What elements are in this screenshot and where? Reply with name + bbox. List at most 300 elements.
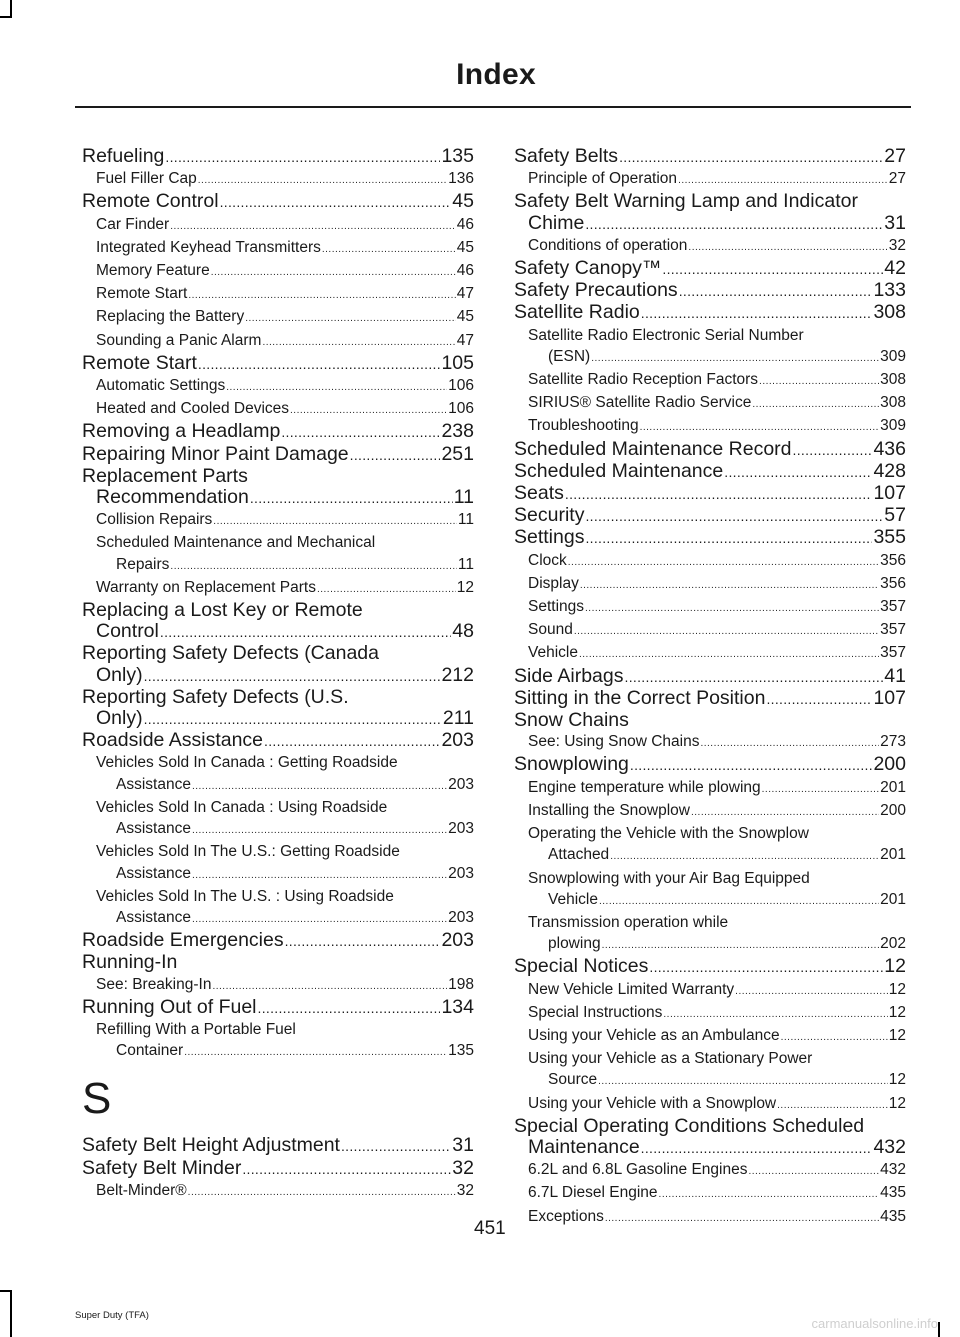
- entry-page-number: 32: [452, 1156, 474, 1179]
- index-subentry[interactable]: [514, 889, 906, 912]
- dot-leader: [262, 330, 455, 353]
- index-subentry[interactable]: [514, 1159, 906, 1182]
- index-subentry[interactable]: [82, 1019, 474, 1040]
- entry-text: Side Airbags: [514, 664, 624, 687]
- entry-text: See: Breaking-In: [96, 975, 212, 993]
- index-entry[interactable]: [514, 213, 906, 235]
- entry-text: Removing a Headlamp: [82, 420, 281, 443]
- index-subentry[interactable]: [82, 283, 474, 306]
- dot-leader: [752, 392, 879, 415]
- entry-text: Assistance: [116, 864, 191, 882]
- index-subentry[interactable]: [514, 823, 906, 844]
- dot-leader: [585, 596, 879, 619]
- index-subentry[interactable]: [82, 886, 474, 907]
- entry-page-number: 107: [873, 482, 906, 505]
- entry-page-number: 45: [456, 308, 474, 326]
- index-subentry[interactable]: [514, 1093, 906, 1116]
- index-entry[interactable]: [82, 997, 474, 1019]
- entry-page-number: 251: [441, 442, 474, 465]
- index-subentry[interactable]: [514, 844, 906, 867]
- index-subentry[interactable]: [82, 577, 474, 600]
- index-entry[interactable]: [514, 1116, 906, 1137]
- index-column-right: [514, 146, 906, 1229]
- index-subentry[interactable]: [82, 797, 474, 818]
- entry-text: Replacement Parts: [82, 464, 248, 487]
- index-entry[interactable]: [514, 688, 906, 710]
- dot-leader: [641, 302, 873, 324]
- dot-leader: [599, 889, 879, 912]
- entry-text: Roadside Assistance: [82, 729, 264, 752]
- entry-page-number: 436: [873, 437, 906, 460]
- dot-leader: [663, 1002, 887, 1025]
- entry-text: Running-In: [82, 951, 178, 974]
- index-subentry[interactable]: [514, 1025, 906, 1048]
- dot-leader: [160, 621, 451, 643]
- entry-text: Safety Belts: [514, 145, 619, 167]
- dot-leader: [678, 168, 888, 191]
- index-subentry[interactable]: [82, 237, 474, 260]
- entry-page-number: 41: [884, 664, 906, 687]
- index-subentry[interactable]: [514, 346, 906, 369]
- index-subentry[interactable]: [514, 168, 906, 191]
- entry-page-number: 356: [880, 574, 906, 592]
- entry-text: Vehicles Sold In The U.S.: Getting Roadside: [96, 843, 400, 861]
- index-subentry[interactable]: [82, 907, 474, 930]
- dot-leader: [679, 280, 873, 302]
- entry-text: Sounding a Panic Alarm: [96, 331, 262, 349]
- index-subentry[interactable]: [82, 375, 474, 398]
- entry-text: Assistance: [116, 775, 191, 793]
- entry-text: Conditions of operation: [528, 236, 688, 254]
- crop-mark-bottom-left-v: [10, 1290, 12, 1337]
- entry-text: Remote Start: [96, 285, 188, 303]
- entry-text: Engine temperature while plowing: [528, 778, 761, 796]
- entry-text: Belt-Minder®: [96, 1181, 187, 1199]
- entry-text: See: Using Snow Chains: [528, 733, 700, 751]
- dot-leader: [748, 1159, 879, 1182]
- entry-text: Using your Vehicle with a Snowplow: [528, 1094, 777, 1112]
- entry-page-number: 47: [456, 285, 474, 303]
- index-subentry[interactable]: [82, 841, 474, 862]
- index-subentry[interactable]: [82, 398, 474, 421]
- entry-page-number: 57: [884, 504, 906, 527]
- index-subentry[interactable]: [82, 260, 474, 283]
- index-subentry[interactable]: [514, 1206, 906, 1229]
- dot-leader: [579, 642, 879, 665]
- dot-leader: [192, 774, 447, 797]
- index-entry[interactable]: [82, 952, 474, 973]
- entry-text: Attached: [548, 846, 610, 864]
- index-entry[interactable]: [514, 1137, 906, 1159]
- dot-leader: [290, 398, 447, 421]
- dot-leader: [625, 666, 884, 688]
- index-entry[interactable]: [82, 621, 474, 643]
- index-entry[interactable]: [82, 421, 474, 443]
- index-subentry[interactable]: [82, 214, 474, 237]
- dot-leader: [781, 1025, 888, 1048]
- entry-text: Using your Vehicle as a Stationary Power: [528, 1050, 813, 1068]
- index-entry[interactable]: [82, 353, 474, 375]
- dot-leader: [220, 191, 452, 213]
- entry-page-number: 107: [873, 686, 906, 709]
- entry-text: Replacing the Battery: [96, 308, 245, 326]
- index-subentry[interactable]: [514, 1069, 906, 1092]
- index-subentry[interactable]: [82, 509, 474, 532]
- dot-leader: [212, 974, 447, 997]
- entry-text: Refueling: [82, 145, 165, 167]
- index-entry[interactable]: [82, 487, 474, 509]
- entry-page-number: 11: [457, 511, 474, 529]
- entry-text: Safety Canopy™: [514, 257, 662, 280]
- index-entry[interactable]: [514, 505, 906, 527]
- entry-page-number: 355: [873, 526, 906, 549]
- index-entry[interactable]: [514, 666, 906, 688]
- dot-leader: [211, 260, 456, 283]
- entry-page-number: 12: [888, 1071, 906, 1089]
- entry-page-number: 357: [880, 644, 906, 662]
- entry-page-number: 136: [448, 170, 474, 188]
- dot-leader: [192, 907, 447, 930]
- index-entry[interactable]: [82, 466, 474, 487]
- dot-leader: [688, 235, 887, 258]
- dot-leader: [598, 1069, 888, 1092]
- dot-leader: [591, 346, 879, 369]
- page-number: 451: [474, 1218, 506, 1239]
- entry-text: Snow Chains: [514, 709, 629, 732]
- entry-page-number: 203: [441, 729, 474, 752]
- dot-leader: [250, 487, 453, 509]
- index-entry[interactable]: [514, 483, 906, 505]
- index-subentry[interactable]: [514, 415, 906, 438]
- entry-page-number: 12: [888, 1026, 906, 1044]
- index-subentry[interactable]: [514, 1182, 906, 1205]
- entry-text: Only): [96, 707, 143, 730]
- entry-text: Heated and Cooled Devices: [96, 400, 290, 418]
- index-subentry[interactable]: [514, 619, 906, 642]
- entry-page-number: 428: [873, 459, 906, 482]
- entry-page-number: 432: [880, 1161, 906, 1179]
- index-entry[interactable]: [82, 665, 474, 687]
- index-entry[interactable]: [514, 280, 906, 302]
- entry-page-number: 201: [880, 890, 906, 908]
- entry-page-number: 273: [880, 733, 906, 751]
- dot-leader: [574, 619, 879, 642]
- index-subentry[interactable]: [514, 573, 906, 596]
- entry-page-number: 12: [888, 1003, 906, 1021]
- entry-page-number: 309: [880, 417, 906, 435]
- index-subentry[interactable]: [82, 774, 474, 797]
- dot-leader: [793, 439, 873, 461]
- dot-leader: [184, 1040, 447, 1063]
- dot-leader: [192, 818, 447, 841]
- entry-page-number: 32: [888, 236, 906, 254]
- index-subentry[interactable]: [82, 1180, 474, 1203]
- entry-page-number: 135: [448, 1042, 474, 1060]
- entry-text: Clock: [528, 551, 567, 569]
- entry-page-number: 200: [873, 753, 906, 776]
- index-subentry[interactable]: [514, 979, 906, 1002]
- entry-page-number: 12: [456, 578, 474, 596]
- index-entry[interactable]: [82, 146, 474, 168]
- entry-text: Safety Belt Warning Lamp and Indicator: [514, 190, 858, 213]
- dot-leader: [735, 979, 888, 1002]
- index-entry[interactable]: [82, 643, 474, 664]
- entry-text: Control: [96, 620, 159, 643]
- entry-text: Scheduled Maintenance Record: [514, 437, 792, 460]
- entry-text: Source: [548, 1071, 598, 1089]
- dot-leader: [659, 1182, 880, 1205]
- dot-leader: [144, 665, 441, 687]
- dot-leader: [192, 863, 447, 886]
- entry-text: Remote Control: [82, 190, 219, 213]
- entry-page-number: 309: [880, 347, 906, 365]
- entry-text: Assistance: [116, 908, 191, 926]
- index-entry[interactable]: [82, 730, 474, 752]
- index-subentry[interactable]: [514, 1002, 906, 1025]
- index-entry[interactable]: [514, 956, 906, 978]
- entry-page-number: 133: [873, 279, 906, 302]
- index-subentry[interactable]: [514, 1048, 906, 1069]
- entry-text: Vehicles Sold In The U.S. : Using Roadside: [96, 887, 394, 905]
- index-entry[interactable]: [82, 444, 474, 466]
- dot-leader: [585, 213, 883, 235]
- entry-page-number: 27: [884, 145, 906, 167]
- entry-page-number: 203: [448, 908, 474, 926]
- index-entry[interactable]: [514, 461, 906, 483]
- entry-text: Chime: [528, 211, 585, 234]
- entry-text: Display: [528, 574, 579, 592]
- dot-leader: [619, 146, 883, 168]
- entry-text: (ESN): [548, 347, 591, 365]
- index-entry[interactable]: [82, 1158, 474, 1180]
- entry-text: 6.2L and 6.8L Gasoline Engines: [528, 1161, 748, 1179]
- entry-text: Safety Precautions: [514, 279, 678, 302]
- index-subentry[interactable]: [514, 596, 906, 619]
- index-entry[interactable]: [514, 527, 906, 549]
- dot-leader: [565, 483, 873, 505]
- index-subentry[interactable]: [82, 974, 474, 997]
- dot-leader: [226, 375, 447, 398]
- entry-text: Vehicles Sold In Canada : Using Roadside: [96, 798, 388, 816]
- entry-text: Transmission operation while: [528, 913, 729, 931]
- index-section-letter: S: [82, 1074, 112, 1124]
- entry-page-number: 135: [441, 145, 474, 167]
- entry-page-number: 46: [456, 215, 474, 233]
- index-entry[interactable]: [514, 710, 906, 731]
- entry-text: Seats: [514, 482, 564, 505]
- entry-text: Replacing a Lost Key or Remote: [82, 599, 363, 622]
- entry-text: Sound: [528, 621, 573, 639]
- entry-text: Security: [514, 504, 585, 527]
- entry-page-number: 201: [880, 778, 906, 796]
- dot-leader: [640, 415, 880, 438]
- entry-text: Sitting in the Correct Position: [514, 686, 766, 709]
- dot-leader: [350, 444, 441, 466]
- index-entry[interactable]: [82, 1135, 474, 1157]
- dot-leader: [213, 509, 457, 532]
- entry-text: Reporting Safety Defects (U.S.: [82, 685, 349, 708]
- index-entry[interactable]: [82, 600, 474, 621]
- entry-page-number: 32: [456, 1181, 474, 1199]
- dot-leader: [777, 1093, 888, 1116]
- index-subentry[interactable]: [514, 912, 906, 933]
- dot-leader: [245, 306, 456, 329]
- dot-leader: [188, 283, 455, 306]
- index-subentry[interactable]: [514, 731, 906, 754]
- index-subentry[interactable]: [82, 532, 474, 553]
- index-subentry[interactable]: [514, 550, 906, 573]
- index-entry[interactable]: [514, 146, 906, 168]
- crop-mark-top-left-h: [0, 16, 12, 18]
- index-entry[interactable]: [82, 687, 474, 708]
- dot-leader: [264, 730, 440, 752]
- entry-text: Satellite Radio Reception Factors: [528, 371, 759, 389]
- entry-page-number: 11: [453, 486, 474, 509]
- entry-page-number: 31: [884, 211, 906, 234]
- entry-page-number: 203: [448, 820, 474, 838]
- dot-leader: [285, 930, 441, 952]
- entry-page-number: 357: [880, 598, 906, 616]
- dot-leader: [281, 421, 440, 443]
- entry-page-number: 435: [880, 1184, 906, 1202]
- dot-leader: [258, 997, 441, 1019]
- dot-leader: [649, 956, 883, 978]
- entry-text: Running Out of Fuel: [82, 995, 257, 1018]
- index-entry[interactable]: [514, 754, 906, 776]
- entry-page-number: 202: [880, 935, 906, 953]
- entry-page-number: 42: [884, 257, 906, 280]
- entry-page-number: 27: [888, 170, 906, 188]
- entry-text: Vehicle: [528, 644, 578, 662]
- index-entry[interactable]: [514, 191, 906, 212]
- dot-leader: [630, 754, 873, 776]
- dot-leader: [580, 573, 879, 596]
- dot-leader: [242, 1158, 451, 1180]
- entry-text: Refilling With a Portable Fuel: [96, 1020, 296, 1038]
- index-subentry[interactable]: [514, 800, 906, 823]
- entry-page-number: 203: [448, 775, 474, 793]
- entry-page-number: 356: [880, 551, 906, 569]
- index-subentry[interactable]: [514, 392, 906, 415]
- entry-text: Recommendation: [96, 486, 249, 509]
- page-title: Index: [456, 58, 536, 91]
- entry-page-number: 212: [441, 663, 474, 686]
- index-subentry[interactable]: [514, 642, 906, 665]
- dot-leader: [759, 369, 879, 392]
- entry-text: Assistance: [116, 820, 191, 838]
- entry-page-number: 308: [880, 394, 906, 412]
- entry-text: Safety Belt Minder: [82, 1156, 242, 1179]
- dot-leader: [605, 1206, 879, 1229]
- entry-text: Repairing Minor Paint Damage: [82, 442, 349, 465]
- entry-page-number: 12: [884, 955, 906, 978]
- index-subentry[interactable]: [82, 554, 474, 577]
- index-subentry[interactable]: [82, 863, 474, 886]
- entry-page-number: 105: [441, 351, 474, 374]
- index-subentry[interactable]: [514, 235, 906, 258]
- index-subentry[interactable]: [82, 752, 474, 773]
- entry-text: Satellite Radio Electronic Serial Number: [528, 326, 804, 344]
- dot-leader: [602, 933, 880, 956]
- entry-text: Using your Vehicle as an Ambulance: [528, 1026, 780, 1044]
- index-subentry[interactable]: [514, 868, 906, 889]
- entry-page-number: 198: [448, 975, 474, 993]
- index-column-left: [82, 146, 474, 1203]
- dot-leader: [170, 214, 456, 237]
- dot-leader: [662, 258, 883, 280]
- dot-leader: [322, 237, 456, 260]
- entry-page-number: 238: [441, 420, 474, 443]
- index-subentry[interactable]: [514, 933, 906, 956]
- entry-text: SIRIUS® Satellite Radio Service: [528, 394, 752, 412]
- index-subentry[interactable]: [82, 168, 474, 191]
- entry-page-number: 106: [448, 400, 474, 418]
- dot-leader: [170, 554, 456, 577]
- index-subentry[interactable]: [82, 306, 474, 329]
- entry-page-number: 48: [452, 620, 474, 643]
- index-entry[interactable]: [514, 439, 906, 461]
- index-subentry[interactable]: [82, 1040, 474, 1063]
- dot-leader: [144, 708, 442, 730]
- dot-leader: [568, 550, 879, 573]
- entry-text: Repairs: [116, 555, 170, 573]
- index-subentry[interactable]: [514, 777, 906, 800]
- entry-page-number: 11: [457, 555, 474, 573]
- entry-text: Troubleshooting: [528, 417, 639, 435]
- entry-text: Special Operating Conditions Scheduled: [514, 1114, 865, 1137]
- entry-text: Settings: [514, 526, 585, 549]
- dot-leader: [610, 844, 879, 867]
- entry-page-number: 31: [452, 1134, 474, 1157]
- dot-leader: [165, 146, 440, 168]
- dot-leader: [198, 353, 441, 375]
- index-entry[interactable]: [82, 191, 474, 213]
- entry-text: Car Finder: [96, 215, 170, 233]
- entry-text: Collision Repairs: [96, 511, 213, 529]
- entry-text: Vehicle: [548, 890, 598, 908]
- entry-page-number: 12: [888, 1094, 906, 1112]
- index-entry[interactable]: [82, 930, 474, 952]
- dot-leader: [585, 505, 883, 527]
- index-entry[interactable]: [82, 708, 474, 730]
- entry-page-number: 435: [880, 1207, 906, 1225]
- entry-text: Operating the Vehicle with the Snowplow: [528, 825, 809, 843]
- index-subentry[interactable]: [82, 330, 474, 353]
- entry-page-number: 203: [448, 864, 474, 882]
- index-subentry[interactable]: [514, 369, 906, 392]
- entry-text: Installing the Snowplow: [528, 801, 690, 819]
- entry-page-number: 308: [873, 301, 906, 324]
- entry-text: Only): [96, 663, 143, 686]
- index-entry[interactable]: [514, 302, 906, 324]
- entry-page-number: 201: [880, 846, 906, 864]
- footer-model: Super Duty (TFA): [75, 1310, 149, 1321]
- dot-leader: [724, 461, 872, 483]
- entry-text: Reporting Safety Defects (Canada: [82, 642, 379, 665]
- entry-text: Fuel Filler Cap: [96, 170, 197, 188]
- watermark: carmanualsonline.info: [811, 1316, 938, 1331]
- index-subentry[interactable]: [514, 325, 906, 346]
- dot-leader: [198, 168, 447, 191]
- index-entry[interactable]: [514, 258, 906, 280]
- entry-text: Special Instructions: [528, 1003, 663, 1021]
- entry-page-number: 45: [452, 190, 474, 213]
- entry-page-number: 12: [888, 980, 906, 998]
- entry-text: Container: [116, 1042, 184, 1060]
- dot-leader: [691, 800, 879, 823]
- index-subentry[interactable]: [82, 818, 474, 841]
- entry-text: Integrated Keyhead Transmitters: [96, 238, 321, 256]
